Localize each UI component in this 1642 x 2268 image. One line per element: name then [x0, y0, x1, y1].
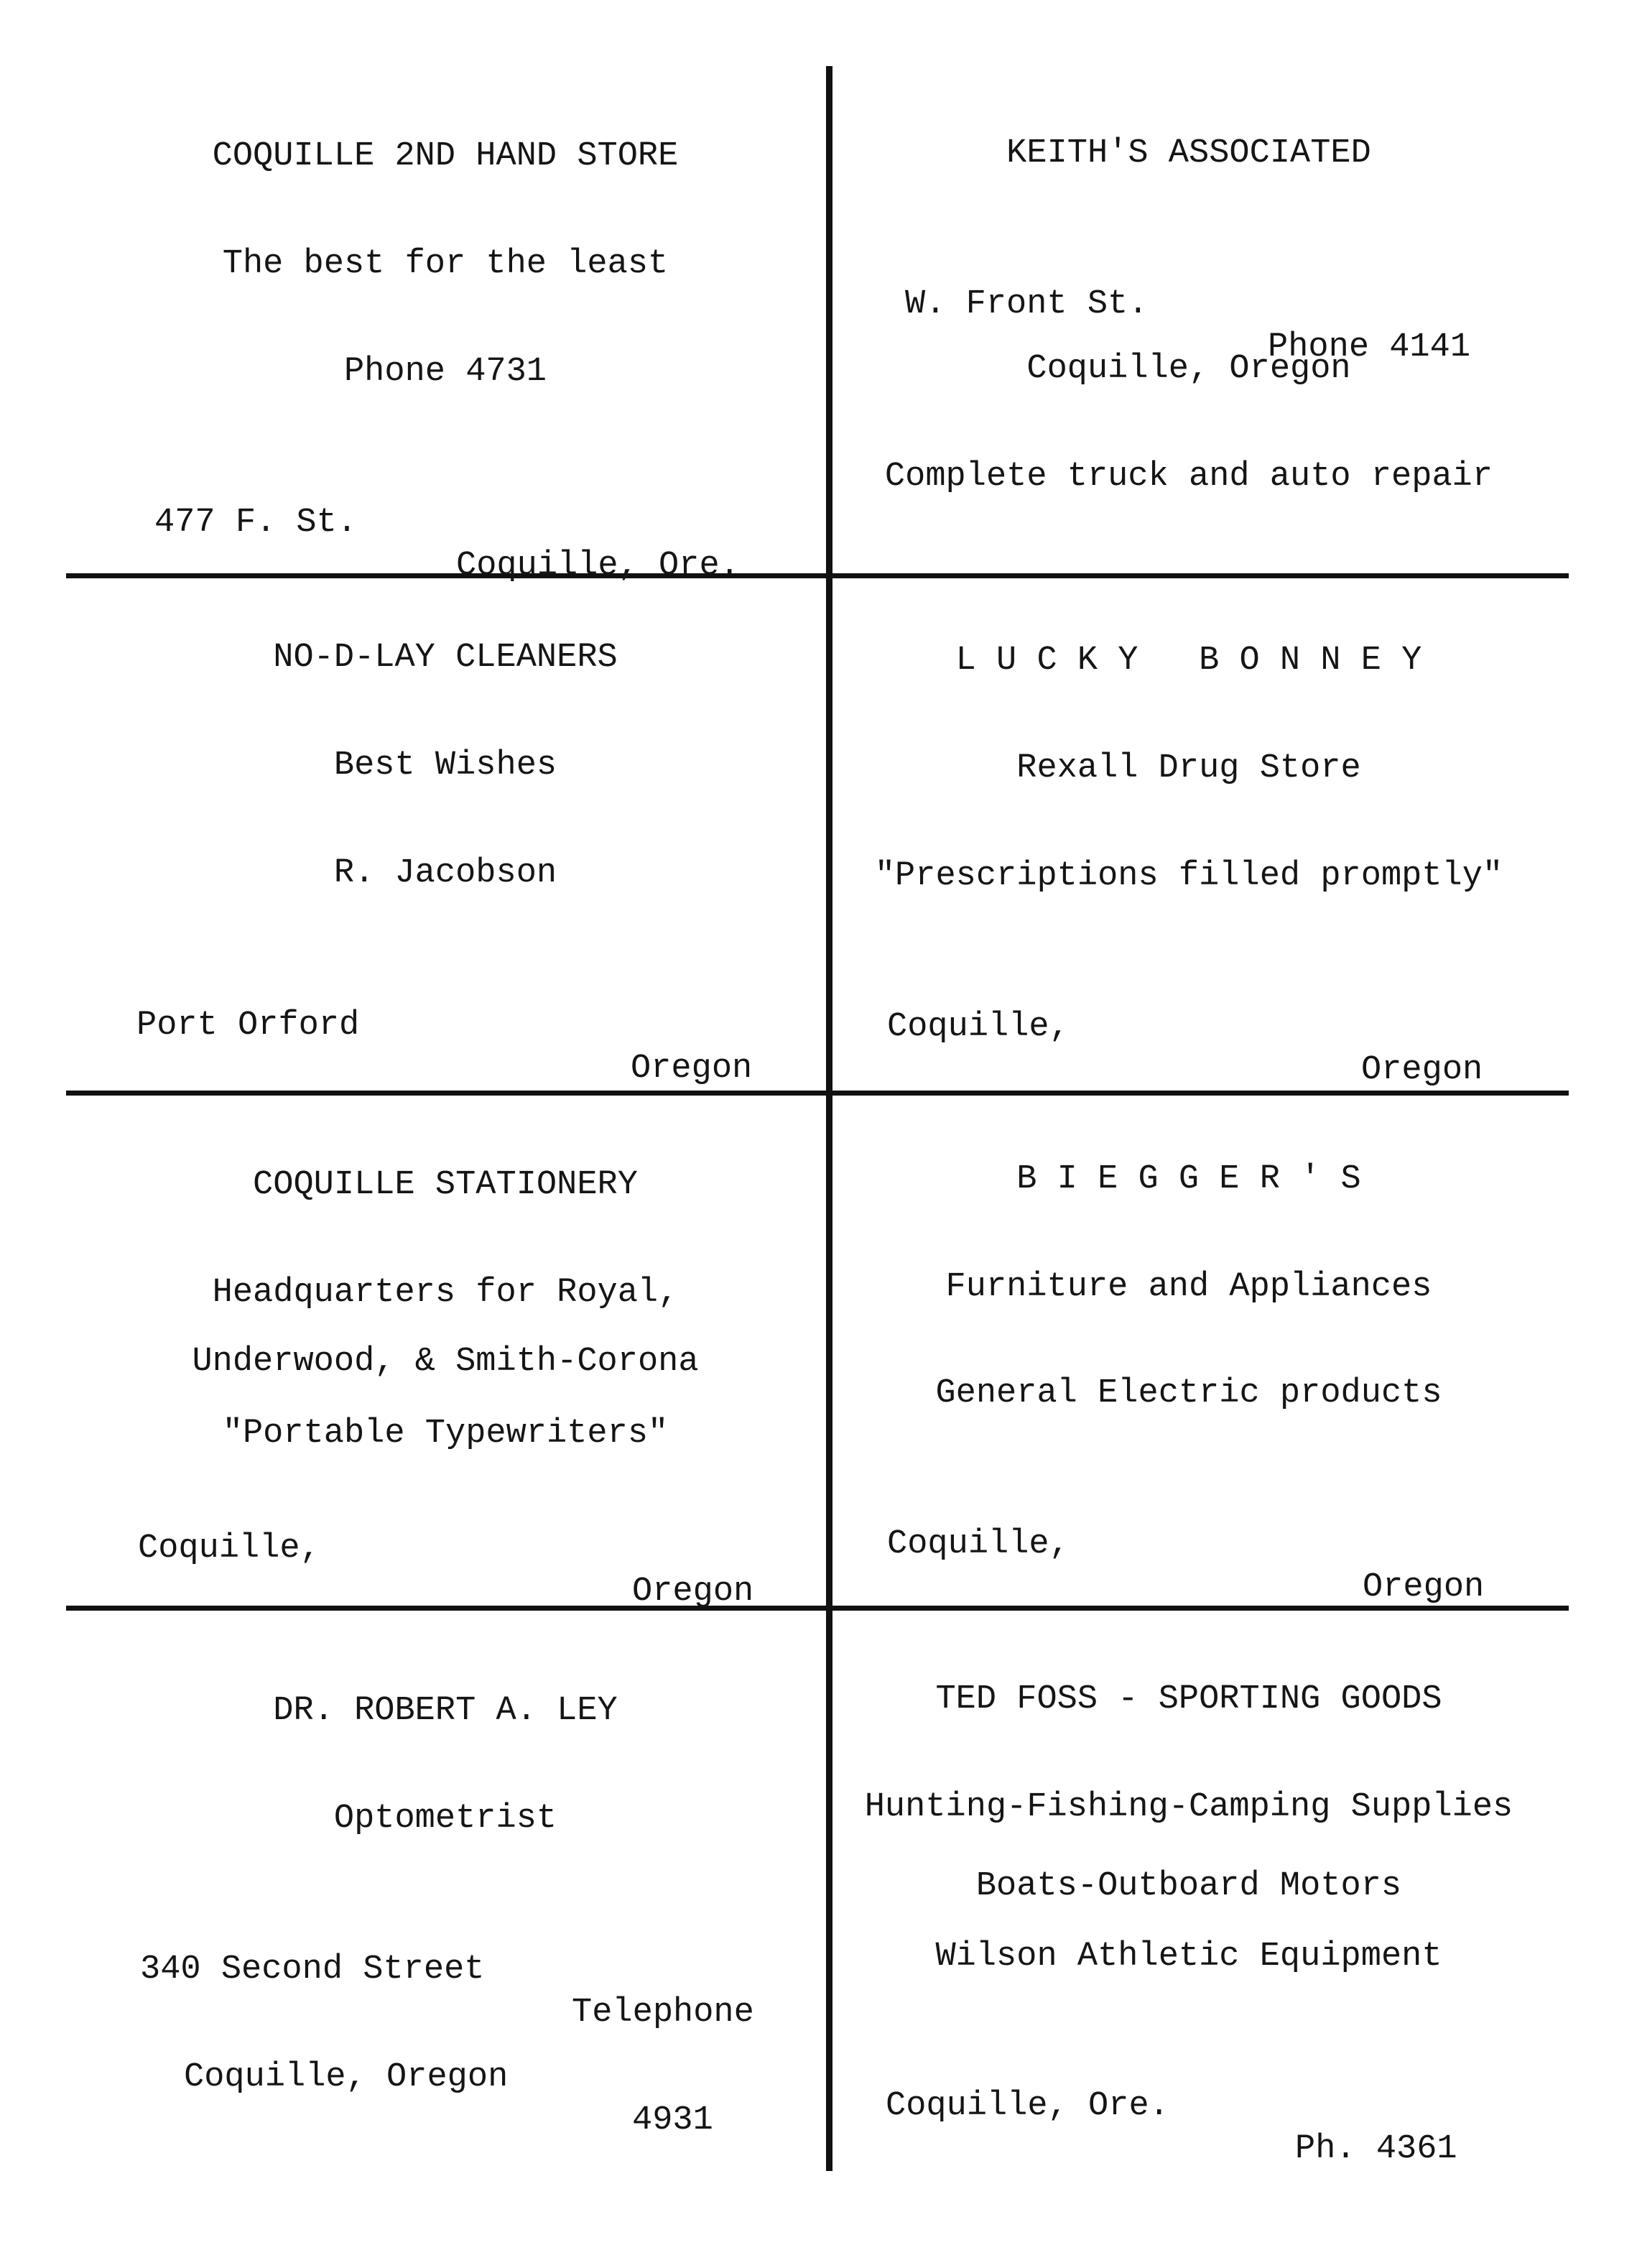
ad-slogan: The best for the least — [222, 245, 669, 283]
ad-line-2: Underwood, & Smith-Corona — [192, 1343, 699, 1381]
ad-title: L U C K Y B O N N E Y — [955, 642, 1422, 680]
ad-phone: 4931 — [632, 2101, 713, 2139]
ad-title: COQUILLE 2ND HAND STORE — [212, 137, 679, 175]
ad-line-3: "Portable Typewriters" — [222, 1415, 669, 1453]
ad-city: Coquille, — [138, 1529, 320, 1568]
ad-title: TED FOSS - SPORTING GOODS — [935, 1680, 1442, 1718]
ad-owner: R. Jacobson — [333, 854, 557, 892]
ad-city: Coquille, — [887, 1525, 1070, 1563]
ad-line-1: Furniture and Appliances — [945, 1268, 1432, 1306]
ad-city: Coquille, — [887, 1008, 1070, 1046]
ad-title: DR. ROBERT A. LEY — [273, 1692, 618, 1730]
ad-city: Coquille, Oregon — [184, 2058, 509, 2096]
ad-phone-label: Telephone — [572, 1994, 754, 2032]
ad-city: Coquille, Ore. — [886, 2087, 1169, 2125]
ad-address: 477 F. St. — [154, 504, 358, 542]
ad-line-2: General Electric products — [935, 1374, 1442, 1412]
ad-state: Oregon — [632, 1573, 754, 1611]
ad-address: 340 Second Street — [140, 1950, 485, 1989]
ad-service: Complete truck and auto repair — [884, 458, 1493, 496]
ad-city-row — [86, 1484, 804, 1657]
ad-type: Rexall Drug Store — [1016, 749, 1361, 787]
ad-city-row — [830, 1480, 1548, 1652]
ad-title: NO-D-LAY CLEANERS — [273, 639, 618, 677]
ad-phone: Ph. 4361 — [1295, 2130, 1457, 2168]
ad-title: COQUILLE STATIONERY — [253, 1166, 638, 1204]
ad-state: Oregon — [1363, 1568, 1485, 1606]
ad-phone: Phone 4731 — [343, 353, 547, 391]
ad-title: KEITH'S ASSOCIATED — [1006, 134, 1371, 172]
ad-state: Oregon — [1361, 1051, 1483, 1089]
ad-title-role: Optometrist — [333, 1800, 557, 1838]
ad-city-row — [86, 2013, 804, 2185]
ad-line-1: Headquarters for Royal, — [212, 1274, 679, 1312]
ad-street: W. Front St. — [905, 285, 1149, 323]
ad-city-row — [86, 961, 804, 1134]
ad-greeting: Best Wishes — [333, 746, 557, 784]
ad-city-row — [830, 963, 1548, 1135]
ad-city-row — [830, 2042, 1548, 2214]
ad-line-2: Boats-Outboard Motors — [975, 1867, 1402, 1905]
ad-slogan: "Prescriptions filled promptly" — [874, 857, 1503, 895]
ad-city: Coquille, Oregon — [1026, 350, 1351, 388]
ad-line-1: Hunting-Fishing-Camping Supplies — [864, 1788, 1513, 1826]
ad-title: B I E G G E R ' S — [1016, 1160, 1361, 1198]
ad-address-row — [86, 458, 804, 631]
ad-city: Port Orford — [136, 1006, 360, 1045]
ad-city: Coquille, Ore. — [456, 547, 740, 585]
ad-phone: Phone 4141 — [1268, 328, 1471, 366]
ad-state: Oregon — [631, 1050, 753, 1088]
ad-line-3: Wilson Athletic Equipment — [935, 1938, 1442, 1976]
